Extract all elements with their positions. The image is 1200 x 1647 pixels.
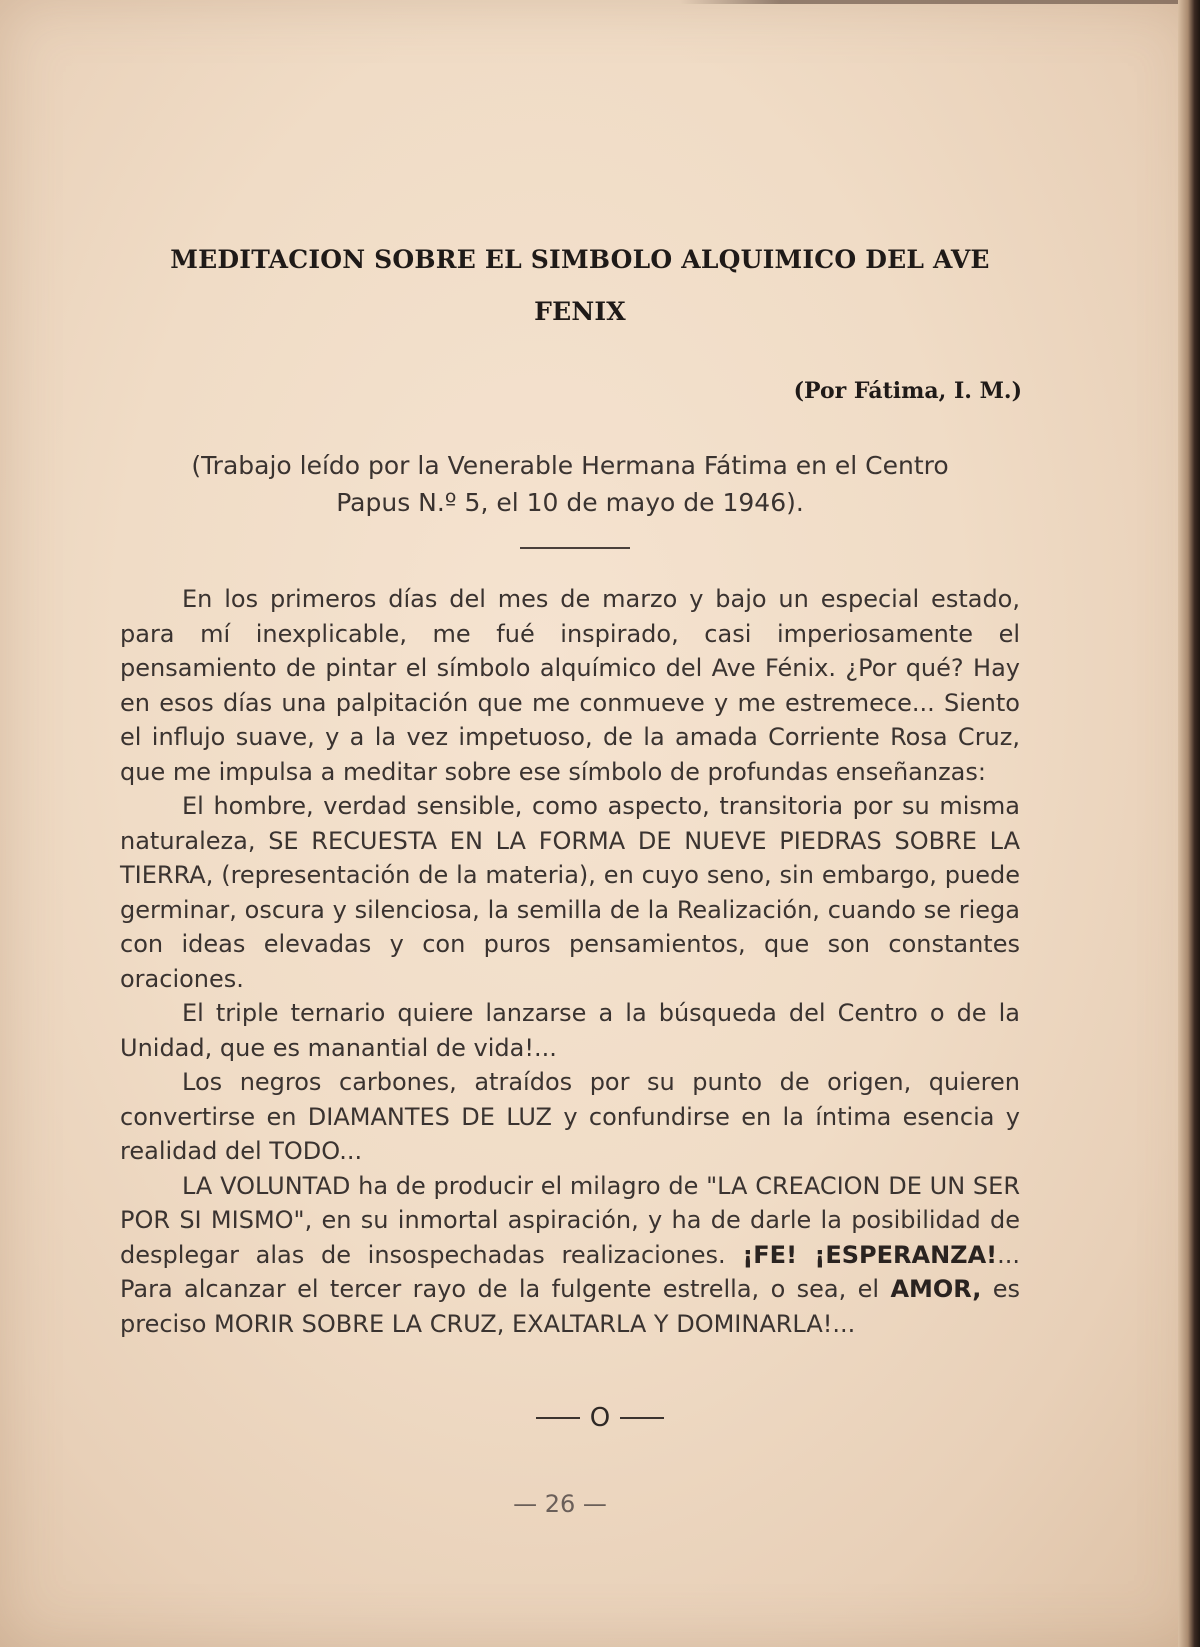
paragraph-5-part-2: ... Para alcanzar el tercer rayo de la fulgente estrella, o sea, el [120,1240,1020,1303]
separator-line-left [536,1417,580,1419]
intro-note [120,447,1020,521]
paragraph-2: El hombre, verdad sensible, como aspecto, transitoria por su misma naturaleza, SE RECUESTA EN LA FORMA DE NUEVE PIEDRAS SOBRE LA TIERRA, (representación de la materia), en cuyo seno, sin embargo, puede germinar, oscura y silenciosa, la semilla de la Realización, cuando se riega con ideas elevadas y con puros pensamientos, que son constantes oraciones. [120,792,1020,993]
divider-rule [520,547,630,549]
intro-line-2: Papus N.º 5, el 10 de mayo de 1946). [336,488,804,517]
title-line-2: FENIX [534,297,626,326]
paragraph-3: El triple ternario quiere lanzarse a la búsqueda del Centro o de la Unidad, que es manantial de vida!... [120,999,1020,1062]
article-body [120,582,1020,1341]
article-title [110,234,1050,338]
page-top-edge [680,0,1180,4]
page-number: — 26 — [513,1490,607,1518]
intro-line-1: (Trabajo leído por la Venerable Hermana Fátima en el Centro [191,451,949,480]
paragraph-5-part-1: LA VOLUNTAD ha de producir el milagro de "LA CREACION DE UN SER POR SI MISMO", en su inmortal aspiración, y ha de darle la posibilidad de desplegar alas de insospechadas realizaciones. [120,1171,1020,1269]
paragraph-5-part-3: es preciso MORIR SOBRE LA CRUZ, EXALTARLA Y DOMINARLA!... [120,1275,1020,1338]
separator-line-right [620,1417,664,1419]
paragraph-4: Los negros carbones, atraídos por su punto de origen, quieren convertirse en DIAMANTES DE LUZ y confundirse en la íntima esencia y realidad del TODO... [120,1068,1020,1165]
faith-hope-emphasis: ¡FE! ¡ESPERANZA! [742,1240,998,1269]
section-separator [520,1398,680,1438]
page-binding-edge [1178,0,1200,1647]
paragraph-5 [120,1169,1020,1342]
author-byline: (Por Fátima, I. M.) [793,378,1022,404]
love-emphasis: AMOR, [890,1275,982,1303]
title-line-1: MEDITACION SOBRE EL SIMBOLO ALQUIMICO DEL AVE [170,245,990,274]
separator-circle-mark: O [589,1403,611,1433]
paragraph-1: En los primeros días del mes de marzo y bajo un especial estado, para mí inexplicable, me fué inspirado, casi imperiosamente el pensamiento de pintar el símbolo alquímico del Ave Fénix. ¿Por qué? Hay en esos días una palpitación que me conmueve y me estremece... Siento el influjo suave, y a la vez impetuoso, de la amada Corriente Rosa Cruz, que me impulsa a meditar sobre ese símbolo de profundas enseñanzas: [120,585,1020,786]
